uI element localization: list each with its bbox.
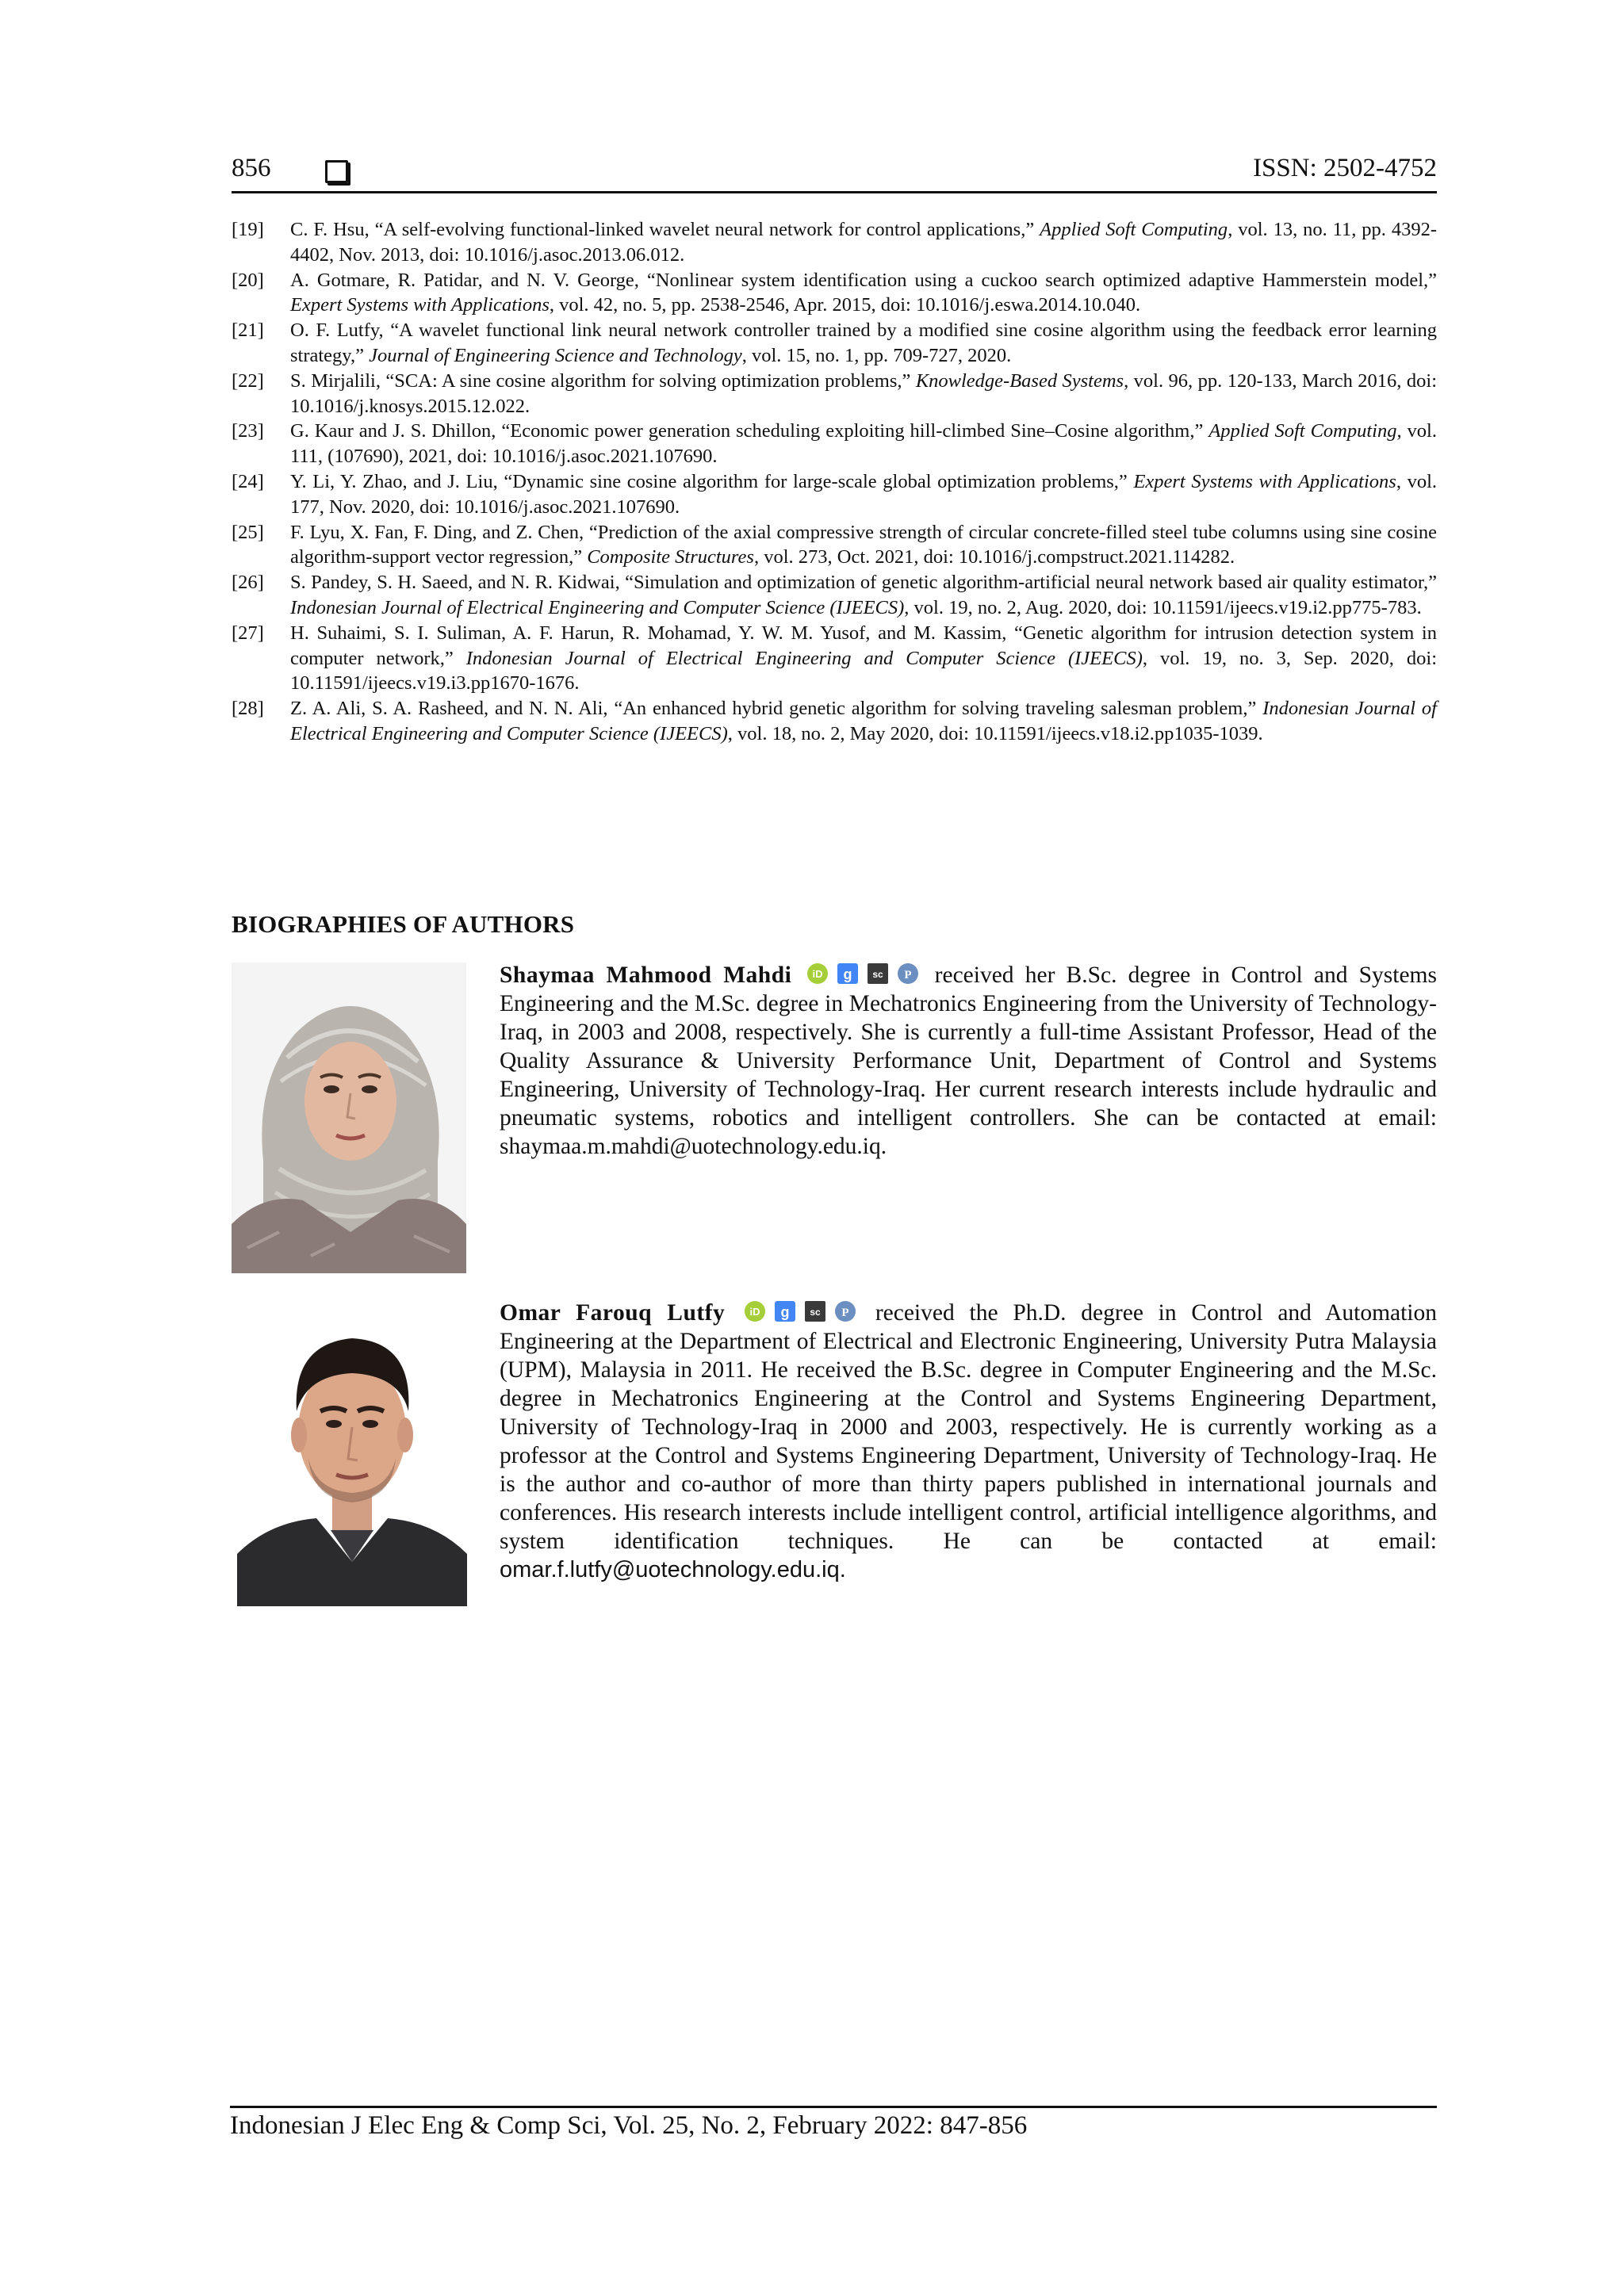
reference-segment: , vol. 177, Nov. 2020, doi: 10.1016/j.asoc.2021.107690. [290, 470, 1437, 518]
reference-item [232, 419, 1437, 469]
section-heading: BIOGRAPHIES OF AUTHORS [232, 910, 575, 938]
reference-text [290, 318, 1437, 369]
reference-segment: A. Gotmare, R. Patidar, and N. V. George, “Nonlinear system identification using a cuckoo search optimized adaptive Hammerstein model,” [290, 269, 1437, 291]
reference-segment: , vol. 13, no. 11, pp. 4392-4402, Nov. 2013, doi: 10.1016/j.asoc.2013.06.012. [290, 219, 1438, 266]
footer-rule [230, 2106, 1437, 2108]
reference-number: [24] [232, 470, 264, 492]
author-photo [232, 962, 466, 1273]
reference-item [232, 369, 1437, 419]
author-email[interactable]: omar.f.lutfy@uotechnology.edu.iq. [500, 1557, 846, 1582]
reference-text [290, 469, 1437, 520]
reference-item [232, 217, 1437, 268]
reference-venue: Applied Soft Computing [1040, 219, 1228, 240]
google-scholar-icon[interactable] [837, 962, 859, 985]
svg-text:P: P [841, 1307, 849, 1319]
reference-item [232, 268, 1437, 319]
reference-segment: , vol. 15, no. 1, pp. 709-727, 2020. [741, 344, 1012, 366]
reference-item [232, 520, 1437, 571]
reference-number: [23] [232, 420, 264, 442]
reference-text [290, 570, 1437, 621]
reference-segment: G. Kaur and J. S. Dhillon, “Economic power generation scheduling exploiting hill-climbed Sine–Cosine algorithm,” [290, 420, 1209, 442]
reference-number: [19] [232, 219, 264, 240]
reference-segment: H. Suhaimi, S. I. Suliman, A. F. Harun, R. Mohamad, Y. W. M. Yusof, and M. Kassim, “Genetic algorithm for intrusion detection system in computer network,” [290, 622, 1437, 669]
reference-number: [22] [232, 369, 264, 392]
reference-segment: , vol. 273, Oct. 2021, doi: 10.1016/j.compstruct.2021.114282. [753, 546, 1235, 568]
reference-segment: S. Pandey, S. H. Saeed, and N. R. Kidwai, “Simulation and optimization of genetic algorithm-artificial neural network based air quality estimator,” [290, 572, 1437, 594]
svg-text:sc: sc [872, 969, 884, 980]
profile-links [802, 962, 934, 988]
checkbox-square-icon [325, 160, 348, 183]
reference-venue: Journal of Engineering Science and Technology [369, 344, 742, 366]
reference-segment: , vol. 96, pp. 120-133, March 2016, doi: 10.1016/j.knosys.2015.12.022. [290, 369, 1437, 417]
profile-links [740, 1300, 875, 1326]
svg-text:iD: iD [749, 1306, 760, 1318]
header-rule [232, 191, 1437, 193]
reference-segment: F. Lyu, X. Fan, F. Ding, and Z. Chen, “Prediction of the axial compressive strength of circular concrete-filled steel tube columns using sine cosine algorithm-support vector regression,” [290, 521, 1437, 568]
author-name: Omar Farouq Lutfy [500, 1300, 726, 1326]
reference-venue: Applied Soft Computing [1208, 420, 1397, 442]
reference-segment: S. Mirjalili, “SCA: A sine cosine algorithm for solving optimization problems,” [290, 369, 916, 392]
reference-text [290, 217, 1437, 268]
reference-item [232, 318, 1437, 369]
reference-segment: C. F. Hsu, “A self-evolving functional-linked wavelet neural network for control applications,” [290, 219, 1040, 240]
reference-number: [20] [232, 269, 264, 291]
reference-number: [21] [232, 320, 264, 342]
reference-segment: Y. Li, Y. Zhao, and J. Liu, “Dynamic sine cosine algorithm for large-scale global optimization problems,” [290, 470, 1134, 492]
svg-text:g: g [843, 966, 852, 982]
issn-label: ISSN: 2502-4752 [1253, 154, 1437, 182]
reference-text [290, 621, 1437, 696]
bio-body: received her B.Sc. degree in Control and Systems Engineering and the M.Sc. degree in Mechatronics Engineering from the University of Technology-Iraq, in 2003 and 2008, respectively. She is currently a full-time Assistant Professor, Head of the Quality Assurance & University Performance Unit, Department of Control and Systems Engineering, University of Technology-Iraq. Her current research interests include hydraulic and pneumatic systems, robotics and intelligent controllers. She can be contacted at email: shaymaa.m.mahdi@uotechnology.edu.iq. [500, 962, 1437, 1159]
google-scholar-icon[interactable] [774, 1300, 796, 1322]
reference-number: [27] [232, 622, 264, 644]
reference-list [232, 217, 1437, 747]
reference-number: [28] [232, 698, 264, 720]
reference-segment: , vol. 18, no. 2, May 2020, doi: 10.11591/ijeecs.v18.i2.pp1035-1039. [727, 722, 1263, 744]
svg-text:sc: sc [810, 1307, 821, 1318]
reference-venue: Expert Systems with Applications [1133, 470, 1396, 492]
reference-segment: O. F. Lutfy, “A wavelet functional link neural network controller trained by a modified sine cosine algorithm using the feedback error learning strategy,” [290, 320, 1437, 366]
publons-icon[interactable] [834, 1300, 856, 1322]
reference-segment: , vol. 19, no. 2, Aug. 2020, doi: 10.11591/ijeecs.v19.i2.pp775-783. [904, 596, 1422, 618]
reference-venue: Indonesian Journal of Electrical Engineering and Computer Science (IJEECS) [290, 698, 1437, 744]
reference-segment: , vol. 19, no. 3, Sep. 2020, doi: 10.11591/ijeecs.v19.i3.pp1670-1676. [290, 647, 1438, 695]
journal-citation: Indonesian J Elec Eng & Comp Sci, Vol. 25, No. 2, February 2022: 847-856 [230, 2111, 1028, 2140]
reference-venue: Indonesian Journal of Electrical Engineering and Computer Science (IJEECS) [290, 596, 905, 618]
reference-text [290, 520, 1437, 571]
reference-text [290, 419, 1437, 469]
reference-text [290, 268, 1437, 319]
reference-number: [26] [232, 572, 264, 594]
author-photo [235, 1300, 469, 1606]
reference-item [232, 696, 1437, 747]
author-bio [232, 1299, 1437, 1616]
scopus-icon[interactable] [867, 962, 889, 985]
reference-item [232, 469, 1437, 520]
author-bio [232, 961, 1437, 1278]
page-number: 856 [232, 154, 271, 182]
orcid-icon[interactable] [806, 962, 829, 985]
author-name: Shaymaa Mahmood Mahdi [500, 962, 792, 988]
reference-segment: , vol. 111, (107690), 2021, doi: 10.1016/j.asoc.2021.107690. [290, 420, 1437, 468]
reference-text [290, 369, 1437, 419]
reference-number: [25] [232, 521, 264, 543]
publons-icon[interactable] [897, 962, 919, 985]
svg-text:P: P [904, 969, 913, 982]
reference-item [232, 621, 1437, 696]
reference-segment: , vol. 42, no. 5, pp. 2538-2546, Apr. 2015, doi: 10.1016/j.eswa.2014.10.040. [549, 294, 1141, 316]
orcid-icon[interactable] [744, 1300, 766, 1322]
reference-venue: Knowledge-Based Systems [915, 369, 1124, 392]
reference-segment: Z. A. Ali, S. A. Rasheed, and N. N. Ali, “An enhanced hybrid genetic algorithm for solving traveling salesman problem,” [290, 698, 1263, 720]
reference-venue: Expert Systems with Applications [290, 294, 550, 316]
svg-text:iD: iD [812, 968, 823, 980]
reference-item [232, 570, 1437, 621]
reference-text [290, 696, 1437, 747]
bio-text [500, 961, 1437, 1161]
reference-venue: Indonesian Journal of Electrical Engineering and Computer Science (IJEECS) [465, 647, 1143, 669]
reference-venue: Composite Structures [587, 546, 754, 568]
running-header [232, 154, 1437, 193]
svg-text:g: g [780, 1304, 790, 1320]
bio-text [500, 1299, 1437, 1584]
bio-body: received the Ph.D. degree in Control and Automation Engineering at the Department of Electrical and Electronic Engineering, University Putra Malaysia (UPM), Malaysia in 2011. He received the B.Sc. degree in Computer Engineering and the M.Sc. degree in Mechatronics Engineering at the Control and Systems Engineering Department, University of Technology-Iraq in 2000 and 2003, respectively. He is currently working as a professor at the Control and Systems Engineering Department, University of Technology-Iraq. He is the author and co-author of more than thirty papers published in international journals and conferences. His research interests include intelligent control, artificial intelligence algorithms, and system identification techniques. He can be contacted at email: [500, 1300, 1438, 1554]
running-footer [230, 2106, 1437, 2141]
scopus-icon[interactable] [804, 1300, 826, 1322]
